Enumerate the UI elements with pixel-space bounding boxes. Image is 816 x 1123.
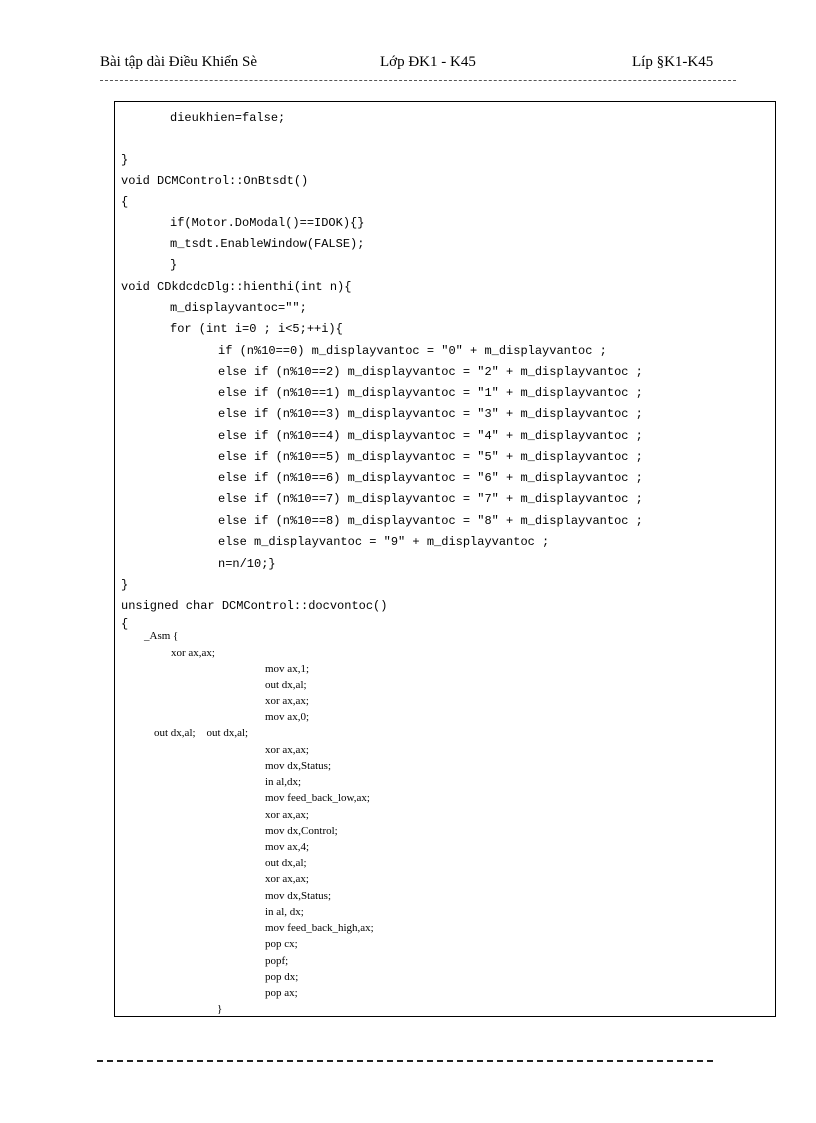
code-line: { [121, 617, 129, 631]
asm-line: xor ax,ax; [171, 647, 215, 659]
code-line: for (int i=0 ; i<5;++i){ [170, 322, 343, 336]
code-line: { [121, 195, 129, 209]
asm-line: pop cx; [265, 938, 298, 950]
asm-line: mov feed_back_high,ax; [265, 922, 374, 934]
code-line: unsigned char DCMControl::docvontoc() [121, 599, 388, 613]
asm-line: mov dx,Status; [265, 760, 332, 772]
code-listing-box [114, 101, 776, 1017]
asm-line: mov ax,4; [265, 841, 309, 853]
header-class-label: Lớp ĐK1 - K45 [380, 54, 476, 70]
header-right-label: Líp §K1-K45 [632, 54, 714, 70]
asm-line: in al,dx; [265, 776, 302, 788]
asm-line: xor ax,ax; [265, 873, 309, 885]
code-line: void CDkdcdcDlg::hienthi(int n){ [121, 280, 352, 294]
code-line: } [170, 258, 178, 272]
asm-line: pop ax; [265, 987, 298, 999]
code-line: else if (n%10==5) m_displayvantoc = "5" + m_displayvantoc ; [218, 450, 643, 464]
asm-line: mov ax,1; [265, 663, 309, 675]
header-divider [100, 80, 736, 81]
asm-line: pop dx; [265, 971, 299, 983]
asm-line: xor ax,ax; [265, 695, 309, 707]
asm-line: popf; [265, 955, 289, 967]
footer-divider [97, 1060, 713, 1062]
asm-line: out dx,al; [265, 857, 307, 869]
header-left-title: Bài tập dài Điều Khiển Sè [100, 54, 258, 70]
asm-line: mov ax,0; [265, 711, 309, 723]
asm-line: mov dx,Control; [265, 825, 338, 837]
asm-line: xor ax,ax; [265, 809, 309, 821]
code-line: m_tsdt.EnableWindow(FALSE); [170, 237, 365, 251]
code-line: n=n/10;} [218, 557, 276, 571]
code-line: else if (n%10==6) m_displayvantoc = "6" + m_displayvantoc ; [218, 471, 643, 485]
asm-line: } [217, 1003, 223, 1015]
code-line: } [121, 578, 129, 592]
code-line: else m_displayvantoc = "9" + m_displayvantoc ; [218, 535, 550, 549]
asm-line: out dx,al; out dx,al; [154, 727, 249, 739]
asm-line: mov feed_back_low,ax; [265, 792, 370, 804]
code-line: else if (n%10==2) m_displayvantoc = "2" + m_displayvantoc ; [218, 365, 643, 379]
asm-line: in al, dx; [265, 906, 304, 918]
code-line: dieukhien=false; [170, 111, 286, 125]
code-line: else if (n%10==8) m_displayvantoc = "8" + m_displayvantoc ; [218, 514, 643, 528]
code-line: void DCMControl::OnBtsdt() [121, 174, 309, 188]
code-line: if(Motor.DoModal()==IDOK){} [170, 216, 365, 230]
code-line: m_displayvantoc=""; [170, 301, 307, 315]
code-line: } [121, 153, 129, 167]
code-line: else if (n%10==4) m_displayvantoc = "4" + m_displayvantoc ; [218, 429, 643, 443]
asm-line: mov dx,Status; [265, 890, 332, 902]
code-line: else if (n%10==1) m_displayvantoc = "1" + m_displayvantoc ; [218, 386, 643, 400]
code-line: else if (n%10==3) m_displayvantoc = "3" + m_displayvantoc ; [218, 407, 643, 421]
code-line: else if (n%10==7) m_displayvantoc = "7" + m_displayvantoc ; [218, 492, 643, 506]
asm-line: out dx,al; [265, 679, 307, 691]
code-line: if (n%10==0) m_displayvantoc = "0" + m_displayvantoc ; [218, 344, 607, 358]
asm-line: xor ax,ax; [265, 744, 309, 756]
asm-line: _Asm { [144, 630, 179, 642]
